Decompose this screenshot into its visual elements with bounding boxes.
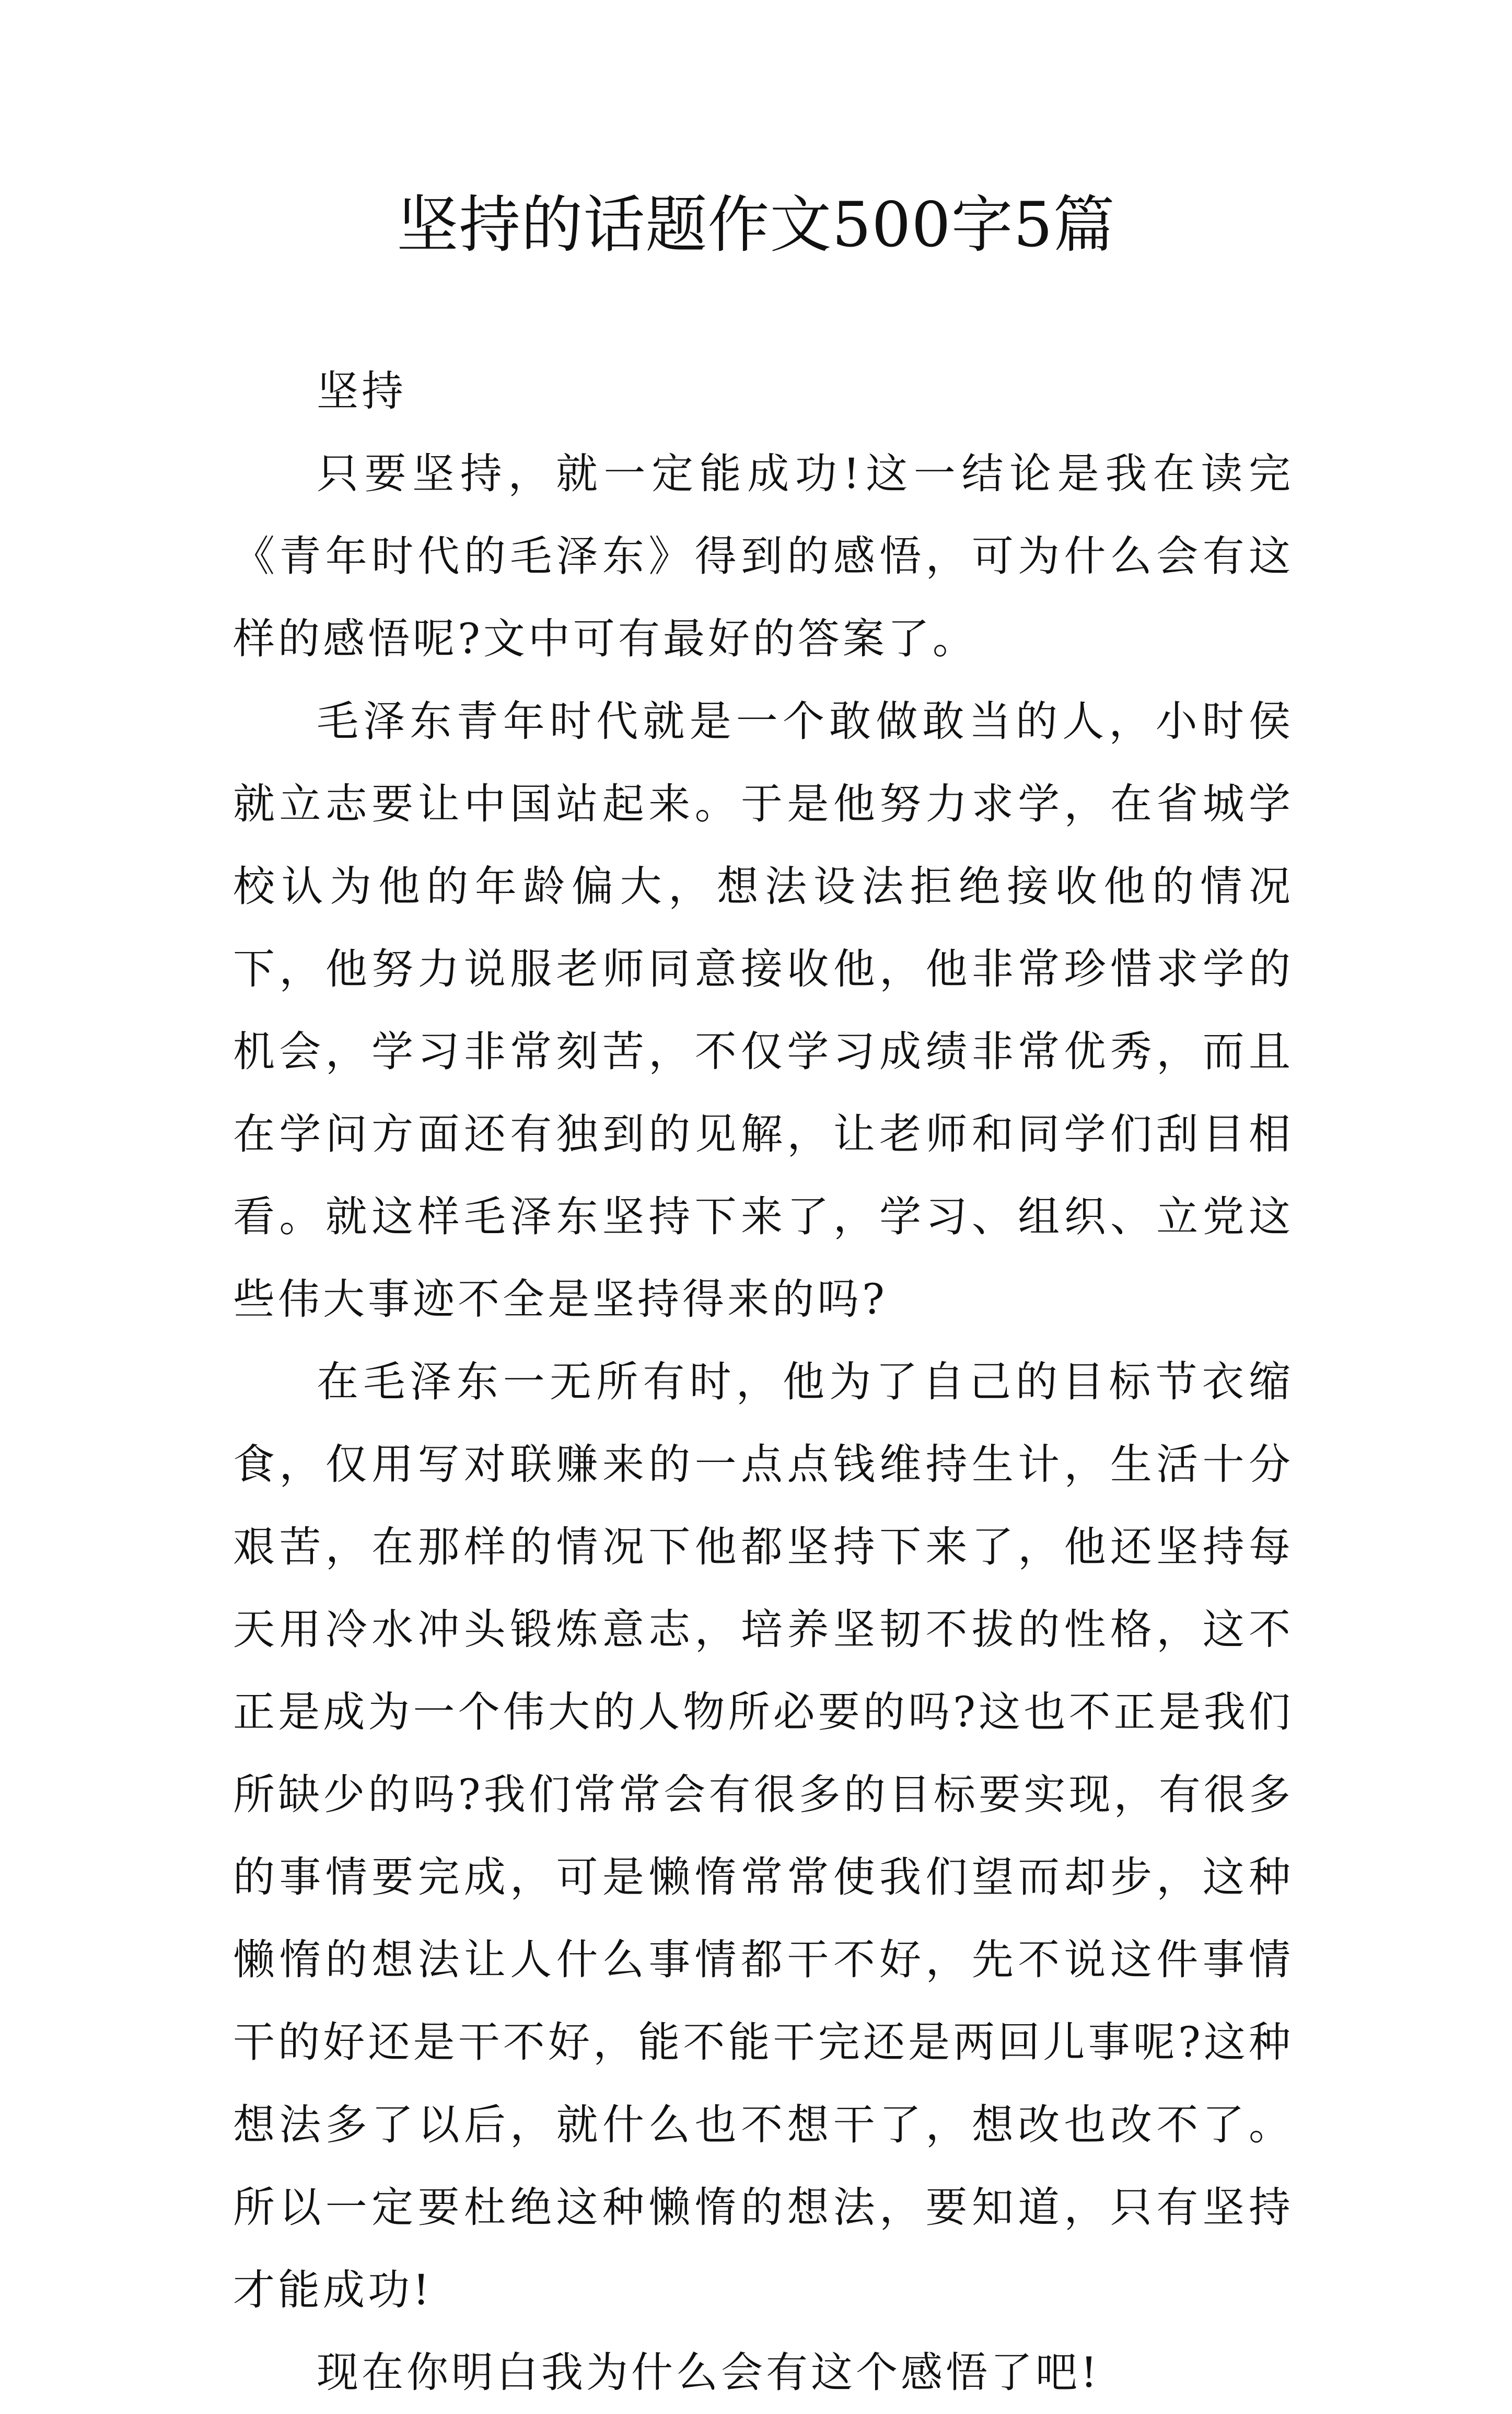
paragraph: 在毛泽东一无所有时，他为了自己的目标节衣缩食，仅用写对联赚来的一点点钱维持生计，生活十分艰苦，在那样的情况下他都坚持下来了，他还坚持每天用冷水冲头锻炼意志，培养坚韧不拔的性格，这不正是成为一个伟大的人物所必要的吗?这也不正是我们所缺少的吗?我们常常会有很多的目标要实现，有很多的事情要完成，可是懒惰常常使我们望而却步，这种懒惰的想法让人什么事情都干不好，先不说这件事情干的好还是干不好，能不能干完还是两回儿事呢?这种想法多了以后，就什么也不想干了，想改也改不了。所以一定要杜绝这种懒惰的想法，要知道，只有坚持才能成功! xyxy=(233,1357,1294,2314)
paragraph-heading: 坚持 xyxy=(317,367,406,415)
paragraph: 现在你明白我为什么会有这个感悟了吧! xyxy=(317,2348,1101,2397)
paragraph: 只要坚持，就一定能成功!这一结论是我在读完《青年时代的毛泽东》得到的感悟，可为什么会有这样的感悟呢?文中可有最好的答案了。 xyxy=(233,449,1294,663)
document-title: 坚持的话题作文500字5篇 xyxy=(397,189,1115,261)
paragraph: 毛泽东青年时代就是一个敢做敢当的人，小时侯就立志要让中国站起来。于是他努力求学，在省城学校认为他的年龄偏大，想法设法拒绝接收他的情况下，他努力说服老师同意接收他，他非常珍惜求学的机会，学习非常刻苦，不仅学习成绩非常优秀，而且在学问方面还有独到的见解，让老师和同学们刮目相看。就这样毛泽东坚持下来了，学习、组织、立党这些伟大事迹不全是坚持得来的吗? xyxy=(233,697,1294,1324)
document-body xyxy=(233,350,1294,2414)
